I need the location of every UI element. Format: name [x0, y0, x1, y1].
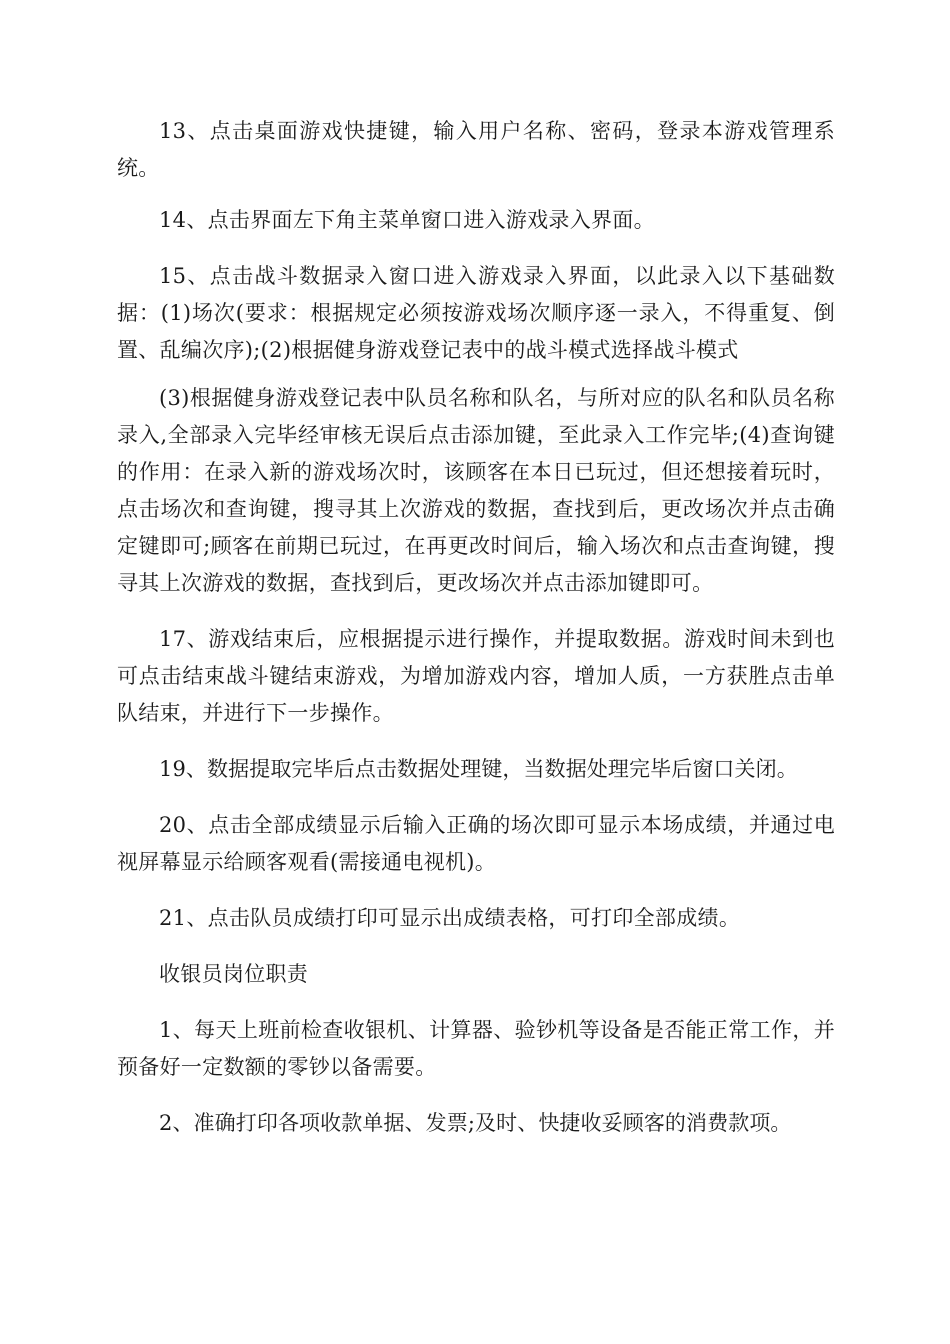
paragraph-step-21: 21、点击队员成绩打印可显示出成绩表格，可打印全部成绩。: [159, 906, 741, 930]
paragraph-step-20: 20、点击全部成绩显示后输入正确的场次即可显示本场成绩，并通过电视屏幕显示给顾客观看(需接通电视机)。: [117, 813, 835, 874]
paragraph-step-14: 14、点击界面左下角主菜单窗口进入游戏录入界面。: [159, 208, 655, 232]
paragraph-step-17: 17、游戏结束后，应根据提示进行操作，并提取数据。游戏时间未到也可点击结束战斗键结束游戏，为增加游戏内容，增加人质，一方获胜点击单队结束，并进行下一步操作。: [117, 627, 835, 725]
paragraph-step-19: 19、数据提取完毕后点击数据处理键，当数据处理完毕后窗口关闭。: [159, 757, 798, 781]
section-heading-cashier-duties: 收银员岗位职责: [159, 962, 309, 986]
document-page: [117, 113, 835, 1142]
paragraph-step-15: 15、点击战斗数据录入窗口进入游戏录入界面，以此录入以下基础数据：(1)场次(要求：根据规定必须按游戏场次顺序逐一录入，不得重复、倒置、乱编次序);(2)根据健身游戏登记表中的战斗模式选择战斗模式: [117, 264, 835, 362]
paragraph-step-15-continued: (3)根据健身游戏登记表中队员名称和队名，与所对应的队名和队员名称录入,全部录入完毕经审核无误后点击添加键，至此录入工作完毕;(4)查询键的作用：在录入新的游戏场次时，该顾客在本日已玩过，但还想接着玩时，点击场次和查询键，搜寻其上次游戏的数据，查找到后，更改场次并点击确定键即可;顾客在前期已玩过，在再更改时间后，输入场次和点击查询键，搜寻其上次游戏的数据，查找到后，更改场次并点击添加键即可。: [117, 386, 835, 595]
paragraph-step-13: 13、点击桌面游戏快捷键，输入用户名称、密码，登录本游戏管理系统。: [117, 119, 835, 180]
paragraph-duty-1: 1、每天上班前检查收银机、计算器、验钞机等设备是否能正常工作，并预备好一定数额的零钞以备需要。: [117, 1018, 835, 1079]
paragraph-duty-2: 2、准确打印各项收款单据、发票;及时、快捷收妥顾客的消费款项。: [159, 1111, 792, 1135]
